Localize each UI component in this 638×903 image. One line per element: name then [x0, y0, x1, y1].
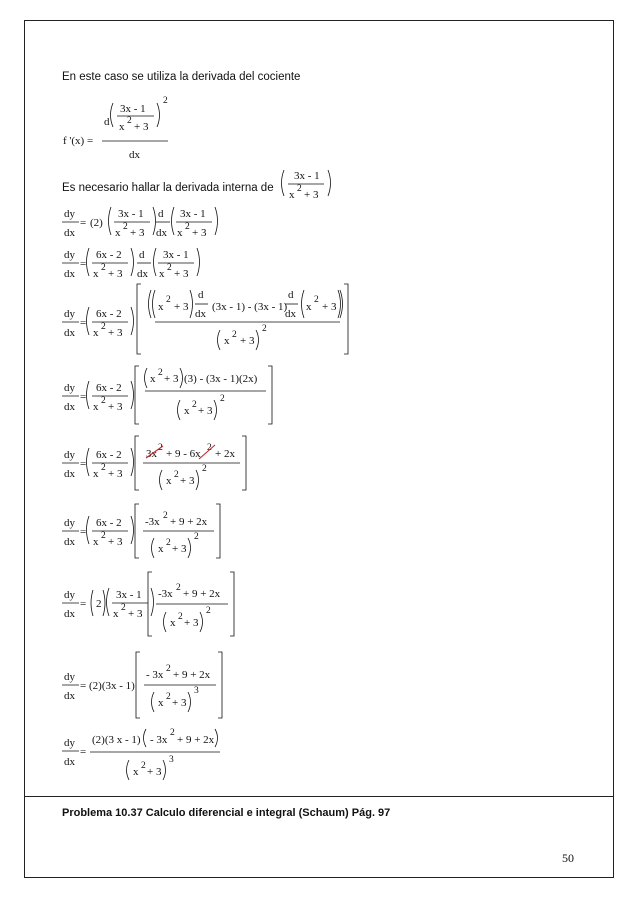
math-term: 6x - 2: [96, 382, 122, 394]
math-term: x: [93, 401, 99, 413]
math-term: + 3: [174, 268, 189, 280]
math-term: 2: [174, 470, 179, 480]
math-term: 2: [121, 603, 126, 613]
math-term: x: [93, 327, 99, 339]
math-term: 2: [166, 692, 171, 702]
math-term: 3x - 1: [180, 208, 206, 220]
math-term: dx: [64, 690, 75, 702]
math-term: dx: [195, 308, 206, 320]
math-term: (2)(3 x - 1): [92, 734, 141, 746]
math-term: dy: [64, 737, 75, 749]
math-term: -3x: [145, 516, 160, 528]
math-term: + 3: [128, 608, 143, 620]
math-term: dy: [64, 382, 75, 394]
math-term: 2: [262, 324, 267, 334]
math-term: 2: [167, 263, 172, 273]
math-term: x: [133, 766, 139, 778]
page-number: 50: [562, 851, 574, 865]
math-term: + 9 + 2x: [183, 588, 221, 600]
math-term: + 3: [192, 227, 207, 239]
step-2: [62, 248, 200, 280]
math-term: (3x - 1) - (3x - 1): [212, 301, 288, 313]
den-x: x: [119, 121, 125, 133]
math-term: dx: [64, 608, 75, 620]
math-term: =: [80, 598, 87, 610]
math-term: + 9 + 2x: [170, 516, 208, 528]
math-term: x: [93, 536, 99, 548]
math-term: dy: [64, 517, 75, 529]
math-term: 2: [170, 728, 175, 738]
math-term: =: [80, 217, 87, 229]
exp-2: 2: [127, 116, 132, 126]
caption-divider: [24, 796, 614, 797]
math-term: (2)(3x - 1): [89, 680, 135, 692]
math-term: dx: [64, 468, 75, 480]
math-term: - 3x: [150, 734, 168, 746]
step-final: [62, 728, 220, 780]
math-term: 3x: [146, 448, 157, 460]
math-term: dx: [64, 268, 75, 280]
inner-derivative-text: Es necesario hallar la derivada interna de: [62, 182, 274, 194]
math-term: dx: [64, 756, 75, 768]
outer-exp-2: 2: [163, 96, 168, 106]
math-term: 2: [192, 400, 197, 410]
math-term: dx: [137, 268, 148, 280]
math-term: -3x: [158, 588, 173, 600]
math-term: 2: [206, 606, 211, 616]
math-term: 6x - 2: [96, 517, 122, 529]
equation-quotient-rule: [63, 96, 168, 161]
math-term: + 9 + 2x: [173, 669, 211, 681]
math-term: 2: [158, 368, 163, 378]
math-term: 2: [158, 443, 163, 453]
math-term: + 3: [108, 268, 123, 280]
math-term: dx: [64, 536, 75, 548]
math-term: + 3: [164, 373, 179, 385]
math-term: =: [80, 258, 87, 270]
math-term: d: [288, 289, 294, 301]
math-term: 2: [166, 295, 171, 305]
step-1: [62, 207, 218, 239]
math-term: 2: [101, 531, 106, 541]
math-term: 2: [314, 295, 319, 305]
dx-symbol: dx: [129, 149, 140, 161]
step-4: [62, 366, 272, 424]
math-term: x: [158, 543, 164, 555]
math-term: x: [289, 189, 295, 201]
math-term: x: [93, 268, 99, 280]
step-7: [62, 572, 234, 636]
math-term: x: [177, 227, 183, 239]
math-term: 2: [123, 222, 128, 232]
math-term: + 9 - 6x: [166, 448, 201, 460]
math-term: d: [139, 249, 145, 261]
math-term: + 3: [174, 301, 189, 313]
math-term: =: [80, 391, 87, 403]
math-term: 2: [101, 322, 106, 332]
math-term: 2: [101, 396, 106, 406]
math-term: + 3: [147, 766, 162, 778]
math-term: dx: [156, 227, 167, 239]
math-term: 3x - 1: [294, 170, 320, 182]
math-term: + 3: [172, 697, 187, 709]
fprime-label: f '(x) =: [63, 135, 94, 147]
math-term: (2): [90, 217, 103, 229]
math-term: - 3x: [146, 669, 164, 681]
math-term: + 3: [130, 227, 145, 239]
step-3: [62, 284, 348, 354]
math-term: x: [93, 468, 99, 480]
math-term: d: [198, 289, 204, 301]
math-term: 2: [166, 664, 171, 674]
math-term: dy: [64, 208, 75, 220]
math-term: 3: [169, 755, 174, 765]
math-term: =: [80, 680, 87, 692]
math-term: 2: [207, 443, 212, 453]
math-term: 2: [202, 464, 207, 474]
math-term: 2: [141, 761, 146, 771]
math-term: x: [184, 405, 190, 417]
math-term: + 3: [322, 301, 337, 313]
math-term: dx: [64, 227, 75, 239]
math-term: 3: [194, 686, 199, 696]
math-term: + 3: [108, 401, 123, 413]
step-5: [62, 436, 246, 490]
math-term: 2: [297, 184, 302, 194]
math-term: + 3: [108, 536, 123, 548]
math-term: + 3: [108, 327, 123, 339]
math-term: x: [113, 608, 119, 620]
step-8: [62, 652, 222, 718]
math-term: 2: [166, 538, 171, 548]
math-term: + 9 + 2x: [177, 734, 215, 746]
math-term: + 3: [184, 617, 199, 629]
math-term: x: [170, 617, 176, 629]
problem-caption: Problema 10.37 Calculo diferencial e integral (Schaum) Pág. 97: [62, 807, 391, 819]
num-3x-1: 3x - 1: [120, 103, 146, 115]
math-term: + 3: [198, 405, 213, 417]
math-term: x: [115, 227, 121, 239]
math-term: + 2x: [215, 448, 235, 460]
math-term: dy: [64, 589, 75, 601]
math-term: 2: [101, 263, 106, 273]
math-term: 2: [163, 511, 168, 521]
math-term: =: [80, 458, 87, 470]
plus-3: + 3: [134, 121, 149, 133]
math-term: =: [80, 746, 87, 758]
math-term: + 3: [108, 468, 123, 480]
math-term: x: [306, 301, 312, 313]
math-term: dy: [64, 449, 75, 461]
math-term: x: [224, 335, 230, 347]
math-term: (3) - (3x - 1)(2x): [184, 373, 258, 385]
math-term: x: [158, 697, 164, 709]
math-term: dy: [64, 671, 75, 683]
step-6: [62, 504, 220, 558]
math-term: x: [158, 301, 164, 313]
math-term: 2: [101, 463, 106, 473]
math-term: 2: [178, 612, 183, 622]
math-term: 2: [232, 330, 237, 340]
math-term: 3x - 1: [118, 208, 144, 220]
math-term: x: [166, 475, 172, 487]
math-term: x: [150, 373, 156, 385]
math-term: 2: [220, 394, 225, 404]
math-term: 2: [185, 222, 190, 232]
math-term: dx: [64, 401, 75, 413]
math-term: 6x - 2: [96, 249, 122, 261]
inner-fraction: [282, 170, 331, 201]
math-term: =: [80, 317, 87, 329]
math-term: dx: [64, 327, 75, 339]
math-term: 2: [176, 583, 181, 593]
math-term: 3x - 1: [116, 589, 142, 601]
math-term: 6x - 2: [96, 308, 122, 320]
math-term: dx: [285, 308, 296, 320]
math-term: 6x - 2: [96, 449, 122, 461]
math-term: + 3: [304, 189, 319, 201]
math-term: x: [159, 268, 165, 280]
math-term: d: [158, 208, 164, 220]
math-term: dy: [64, 249, 75, 261]
math-term: + 3: [180, 475, 195, 487]
math-term: 2: [194, 532, 199, 542]
d-symbol: d: [104, 116, 110, 128]
math-term: 3x - 1: [163, 249, 189, 261]
math-term: dy: [64, 308, 75, 320]
math-term: + 3: [240, 335, 255, 347]
math-term: =: [80, 526, 87, 538]
math-term: 2: [96, 598, 102, 610]
math-term: + 3: [172, 543, 187, 555]
intro-text: En este caso se utiliza la derivada del cociente: [62, 71, 301, 83]
